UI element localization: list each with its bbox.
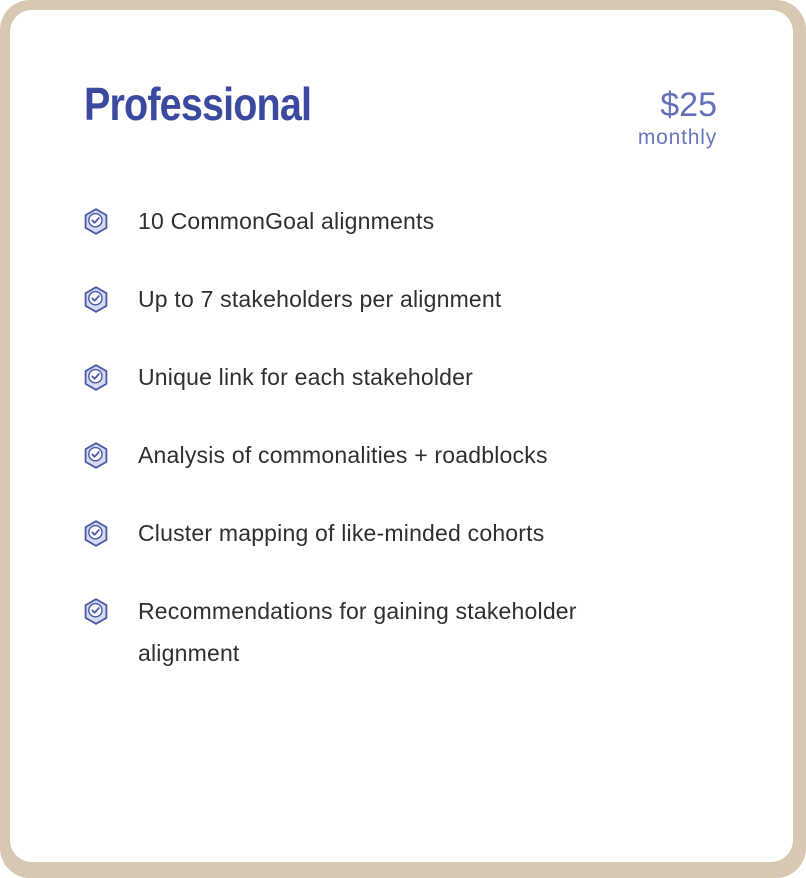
pricing-card: [10, 10, 793, 862]
feature-item: [84, 278, 717, 320]
feature-label: Unique link for each stakeholder: [138, 364, 473, 390]
card-header: [84, 78, 717, 152]
hexagon-check-icon: [84, 442, 108, 469]
plan-name: Professional: [84, 78, 312, 130]
hexagon-check-icon: [84, 208, 108, 235]
plan-price: $25: [660, 86, 717, 124]
feature-item: [84, 590, 717, 674]
feature-label: Analysis of commonalities + roadblocks: [138, 442, 548, 468]
feature-item: [84, 434, 717, 476]
feature-item: [84, 512, 717, 554]
feature-label: Cluster mapping of like-minded cohorts: [138, 520, 545, 546]
feature-list: [84, 200, 717, 674]
feature-label: Up to 7 stakeholders per alignment: [138, 286, 502, 312]
hexagon-check-icon: [84, 286, 108, 313]
feature-item: [84, 200, 717, 242]
billing-period: monthly: [637, 126, 717, 149]
hexagon-check-icon: [84, 598, 108, 625]
feature-label: 10 CommonGoal alignments: [138, 208, 435, 234]
price-block: [638, 86, 717, 152]
hexagon-check-icon: [84, 520, 108, 547]
feature-item: [84, 356, 717, 398]
hexagon-check-icon: [84, 364, 108, 391]
feature-label: Recommendations for gaining stakeholder alignment: [138, 598, 577, 666]
